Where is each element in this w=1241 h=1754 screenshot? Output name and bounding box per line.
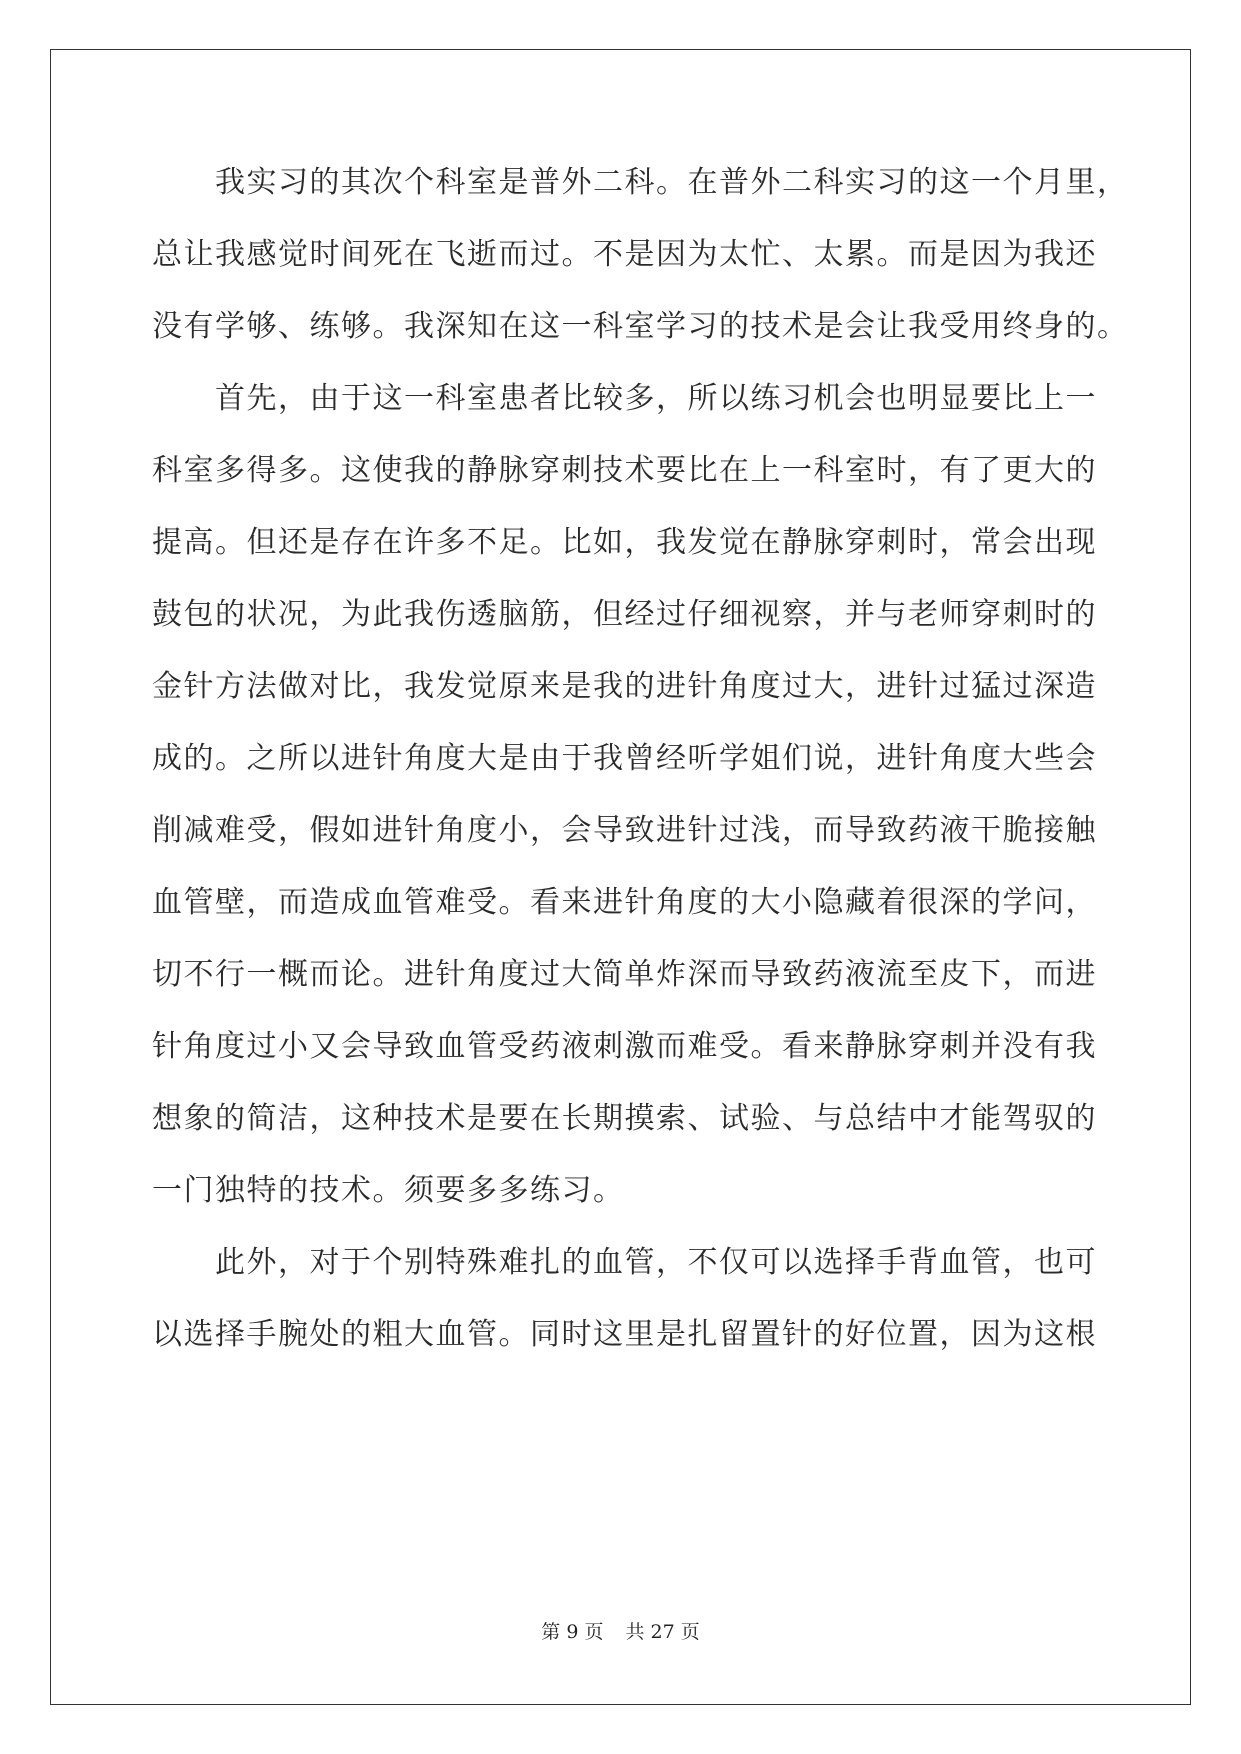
text-line: 金针方法做对比，我发觉原来是我的进针角度过大，进针过猛过深造 <box>152 669 1097 704</box>
text-line: 一门独特的技术。须要多多练习。 <box>152 1173 625 1208</box>
text-line: 首先，由于这一科室患者比较多，所以练习机会也明显要比上一 <box>152 381 1097 416</box>
text-line: 血管壁，而造成血管难受。看来进针角度的大小隐藏着很深的学问， <box>152 885 1097 920</box>
text-line: 成的。之所以进针角度大是由于我曾经听学姐们说，进针角度大些会 <box>152 741 1097 776</box>
text-line: 总让我感觉时间死在飞逝而过。不是因为太忙、太累。而是因为我还 <box>152 237 1097 272</box>
text-line: 鼓包的状况，为此我伤透脑筋，但经过仔细视察，并与老师穿刺时的 <box>152 597 1097 632</box>
page-number: 第 9 页 <box>541 1621 604 1643</box>
text-line: 切不行一概而论。进针角度过大简单炸深而导致药液流至皮下，而进 <box>152 957 1097 992</box>
page-footer <box>0 1620 1241 1644</box>
text-line: 以选择手腕处的粗大血管。同时这里是扎留置针的好位置，因为这根 <box>152 1317 1097 1352</box>
text-line: 此外，对于个别特殊难扎的血管，不仅可以选择手背血管，也可 <box>152 1245 1097 1280</box>
text-line: 我实习的其次个科室是普外二科。在普外二科实习的这一个月里， <box>152 165 1129 200</box>
text-line: 想象的简洁，这种技术是要在长期摸索、试验、与总结中才能驾驭的 <box>152 1101 1097 1136</box>
page-total: 共 27 页 <box>625 1621 700 1643</box>
text-line: 没有学够、练够。我深知在这一科室学习的技术是会让我受用终身的。 <box>152 309 1129 344</box>
page-border <box>50 49 1191 1705</box>
text-line: 削减难受，假如进针角度小，会导致进针过浅，而导致药液干脆接触 <box>152 813 1097 848</box>
text-line: 提高。但还是存在许多不足。比如，我发觉在静脉穿刺时，常会出现 <box>152 525 1097 560</box>
text-line: 科室多得多。这使我的静脉穿刺技术要比在上一科室时，有了更大的 <box>152 453 1097 488</box>
text-line: 针角度过小又会导致血管受药液刺激而难受。看来静脉穿刺并没有我 <box>152 1029 1097 1064</box>
